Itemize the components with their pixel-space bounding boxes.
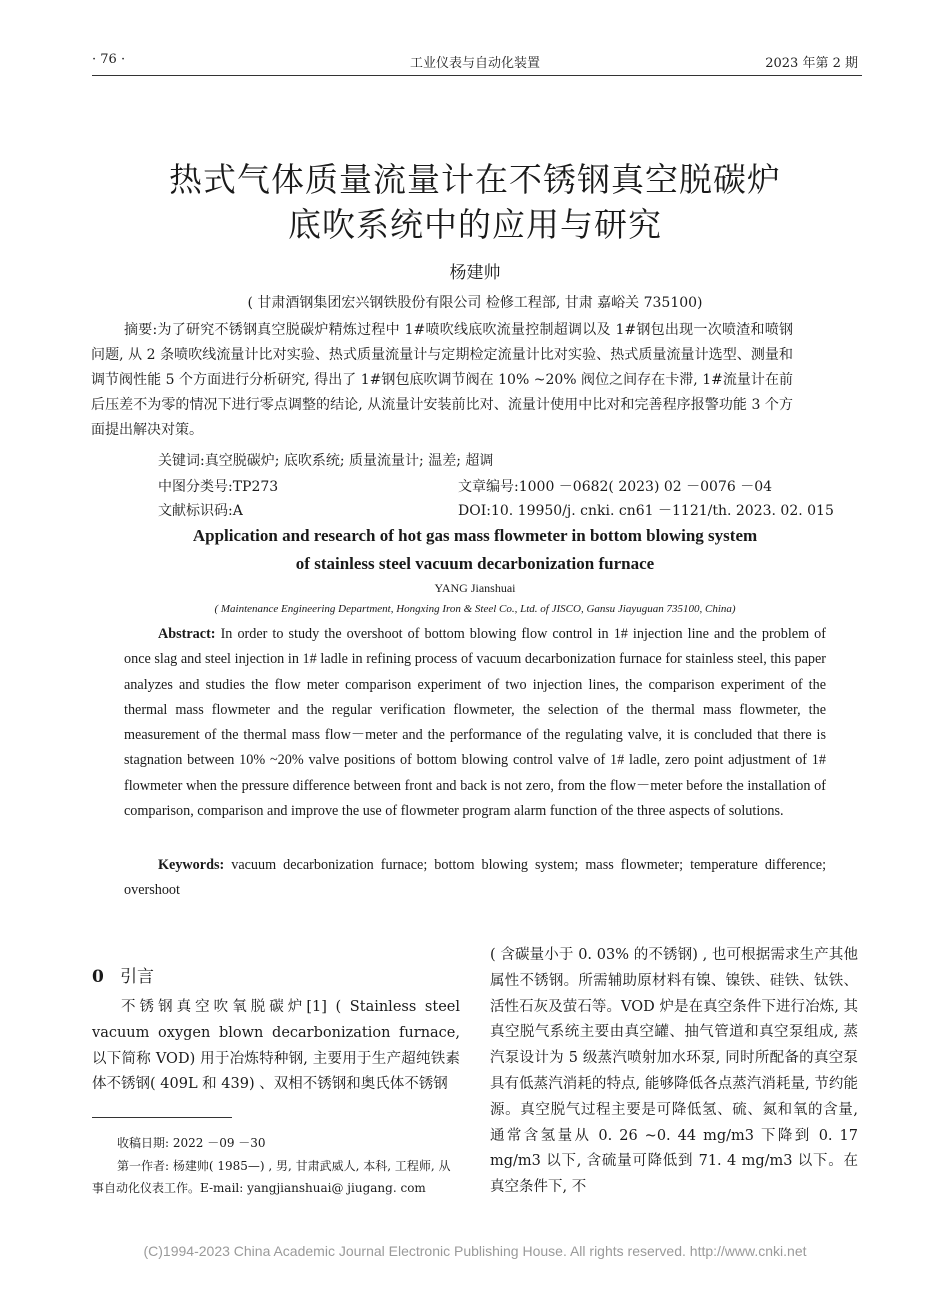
keywords-en — [124, 853, 826, 904]
abstract-en — [124, 622, 826, 824]
doi — [458, 501, 834, 521]
abstract-cn — [91, 318, 793, 443]
section-number: 0 — [92, 967, 104, 987]
keywords-en-text: vacuum decarbonization furnace; bottom blowing system; mass flowmeter; temperature difference; overshoot — [124, 857, 827, 899]
body-right-paragraph: ( 含碳量小于 0. 03% 的不锈钢) , 也可根据需求生产其他属性不锈钢。所需辅助原材料有镍、镍铁、硅铁、钛铁、活性石灰及萤石等。VOD 炉是在真空条件下进行冶炼, 其真空脱气系统主要由真空罐、抽气管道和真空泵组成, 蒸汽泵设计为 5 级蒸汽喷射加水环泵, 同时所配备的真空泵具有低蒸汽消耗的特点, 能够降低各点蒸汽消耗量, 节约能源。真空脱气过程主要是可降低氢、硫、氮和氧的含量, 通常含氢量从 0. 26 ~0. 44 mg/m3 下降到 0. 17 mg/m3 以下, 含硫量可降低到 71. 4 mg/m3 以下。在真空条件下, 不 — [490, 947, 858, 1196]
keywords-cn-label: 关键词: — [158, 453, 205, 469]
title-en-line2: of stainless steel vacuum decarbonization furnace — [295, 554, 655, 573]
title-cn-line2: 底吹系统中的应用与研究 — [288, 205, 662, 244]
title-en-line1: Application and research of hot gas mass flowmeter in bottom blowing system — [192, 526, 758, 545]
abstract-en-text: In order to study the overshoot of bottom blowing flow control in 1# injection line and the problem of once slag and steel injection in 1# ladle in refining process of vacuum decarbonization furnace for stainless steel, this paper analyzes and studies the flow meter comparison experiment of two injection lines, the comparison experiment of the thermal mass flowmeter and the regular verification flowmeter, the selection of the thermal mass flowmeter, the measurement of the thermal mass flow－meter and the performance of the regulating valve, it is concluded that there is stagnation between 10% ~20% valve positions of bottom blowing control valve of 1# ladle, zero point adjustment of 1# flowmeter when the pressure difference between front and back is not zero, from the flow－meter before the installation of comparison, comparison and improve the use of flowmeter program alarm function of the three aspects of solutions. — [124, 626, 826, 820]
document-code-value: A — [232, 503, 243, 519]
keywords-cn-text: 真空脱碳炉; 底吹系统; 质量流量计; 温差; 超调 — [204, 453, 494, 469]
article-number-value: 1000 －0682( 2023) 02 －0076 －04 — [518, 479, 773, 495]
author-en: YANG Jianshuai — [434, 581, 516, 595]
section-title: 引言 — [120, 967, 155, 987]
issue-label: 2023 年第 2 期 — [765, 56, 858, 71]
document-code — [158, 501, 243, 521]
abstract-cn-text: 为了研究不锈钢真空脱碳炉精炼过程中 1#喷吹线底吹流量控制超调以及 1#钢包出现一次喷渣和喷钢问题, 从 2 条喷吹线流量计比对实验、热式质量流量计与定期检定流量计比对实验、热式质量流量计选型、测量和调节阀性能 5 个方面进行分析研究, 得出了 1#钢包底吹调节阀在 10% ~20% 阀位之间存在卡滞, 1#流量计在前后压差不为零的情况下进行零点调整的结论, 从流量计安装前比对、流量计使用中比对和完善程序报警功能 3 个方面提出解决对策。 — [91, 322, 793, 438]
article-number-label: 文章编号: — [458, 479, 519, 495]
section-heading — [92, 962, 154, 987]
footnote-author: 第一作者: 杨建帅( 1985—) , 男, 甘肃武威人, 本科, 工程师, 从事自动化仪表工作。E-mail: yangjianshuai@ jiugang. com — [92, 1159, 451, 1195]
footnote-received: 收稿日期: 2022 －09 －30 — [117, 1136, 266, 1150]
title-cn-line1: 热式气体质量流量计在不锈钢真空脱碳炉 — [169, 160, 781, 199]
author-cn: 杨建帅 — [449, 263, 501, 283]
article-number — [458, 477, 772, 497]
clc-code — [158, 477, 278, 497]
abstract-cn-label: 摘要: — [124, 322, 158, 338]
keywords-en-label: Keywords: — [158, 857, 225, 873]
journal-name: 工业仪表与自动化装置 — [409, 56, 540, 71]
doi-label: DOI: — [458, 503, 491, 519]
clc-value: TP273 — [232, 479, 279, 495]
header-rule — [92, 75, 862, 76]
affiliation-cn: ( 甘肃酒钢集团宏兴钢铁股份有限公司 检修工程部, 甘肃 嘉峪关 735100) — [247, 295, 703, 311]
footnote-rule — [92, 1117, 232, 1118]
keywords-cn — [158, 451, 493, 471]
copyright-watermark: (C)1994-2023 China Academic Journal Electronic Publishing House. All rights reserved. http://www.cnki.net — [143, 1243, 807, 1259]
page-number: · 76 · — [92, 52, 126, 67]
body-left-paragraph: 不锈钢真空吹氧脱碳炉[1] ( Stainless steel vacuum oxygen blown decarbonization furnace, 以下简称 VOD) 用于冶炼特种钢, 主要用于生产超纯铁素体不锈钢( 409L 和 439) 、双相不锈钢和奥氏体不锈钢 — [92, 999, 460, 1093]
clc-label: 中图分类号: — [158, 479, 233, 495]
abstract-en-label: Abstract: — [158, 626, 216, 642]
document-code-label: 文献标识码: — [158, 503, 233, 519]
doi-value: 10. 19950/j. cnki. cn61 －1121/th. 2023. 02. 015 — [490, 503, 834, 519]
affiliation-en: ( Maintenance Engineering Department, Hongxing Iron & Steel Co., Ltd. of JISCO, Gansu Jiayuguan 735100, China) — [214, 603, 736, 615]
